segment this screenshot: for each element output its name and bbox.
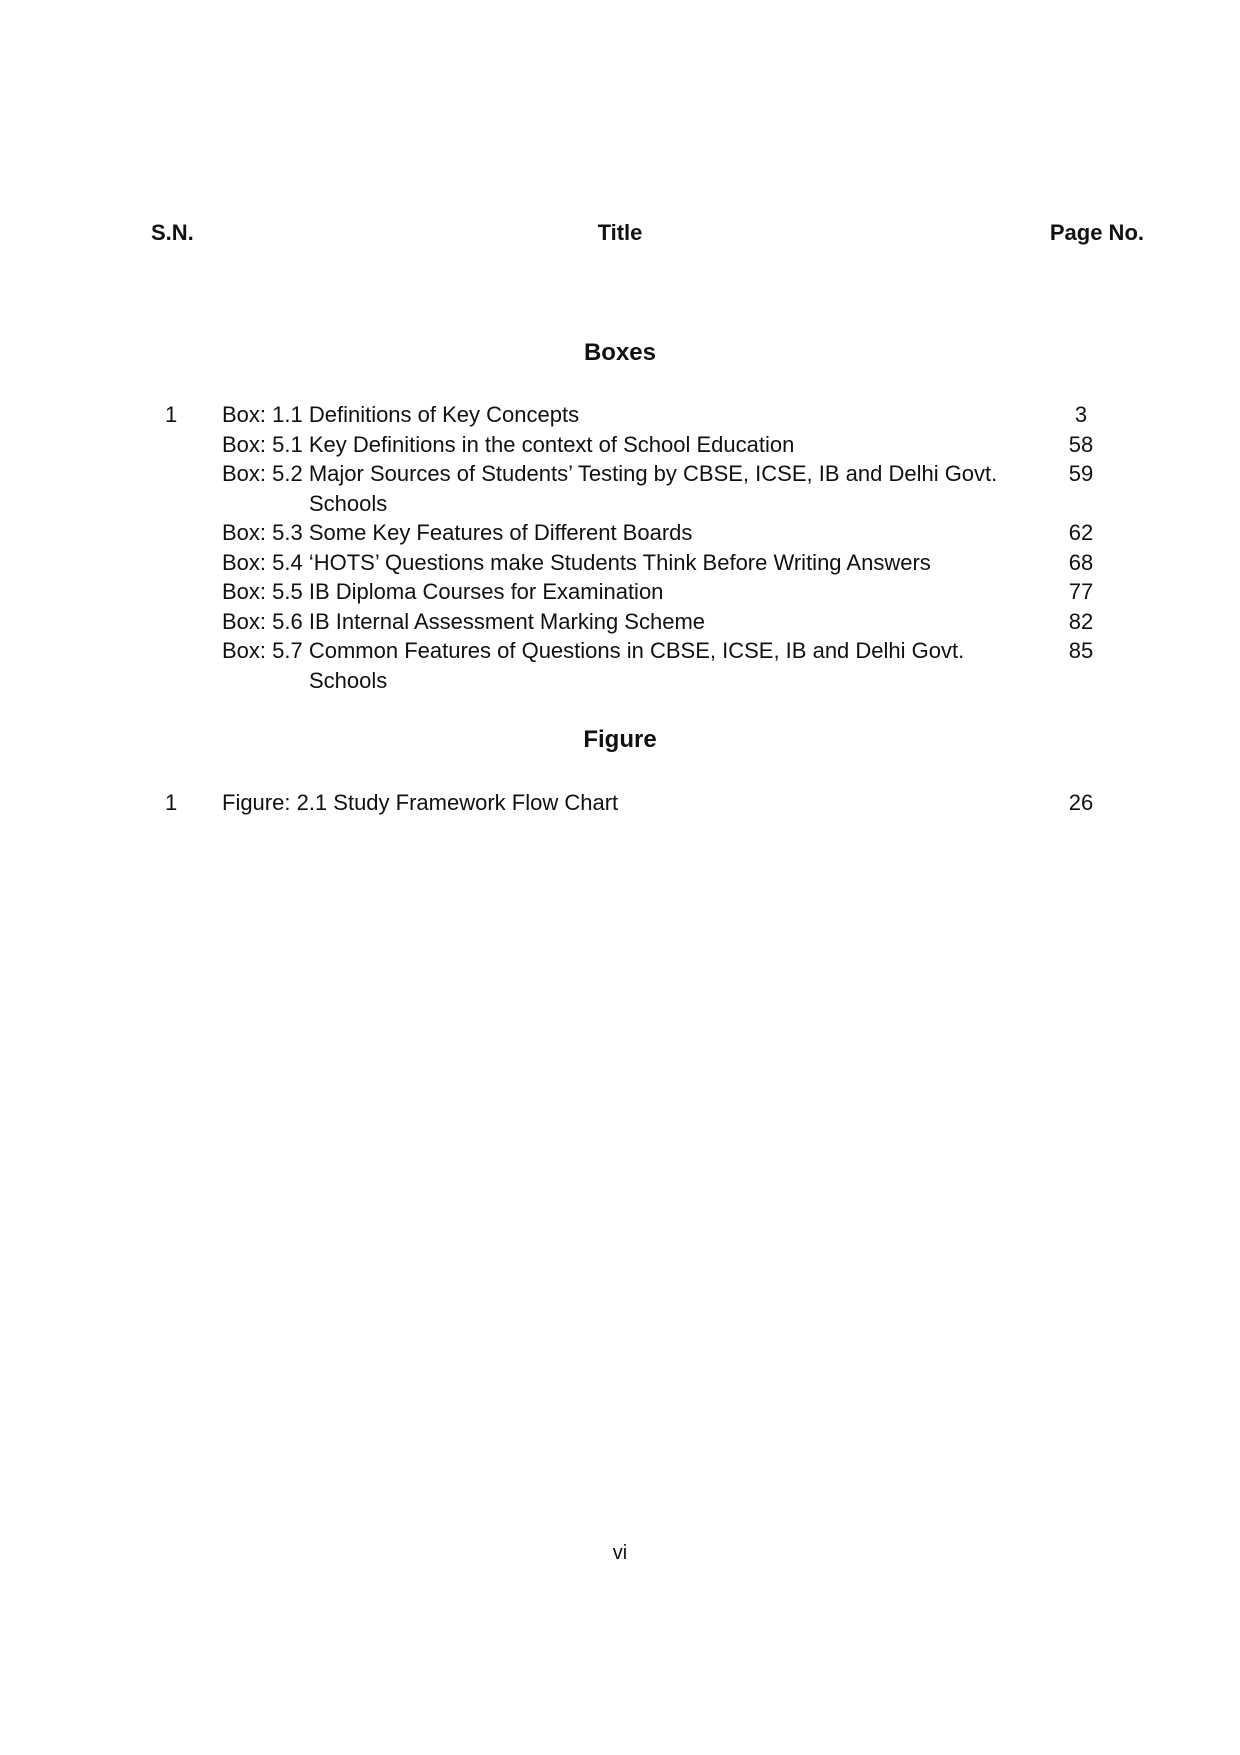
entry-title-line: Box: 5.1 Key Definitions in the context of School Education (222, 431, 795, 457)
entry-title-continuation: Schools (309, 490, 388, 516)
entry-title-line: Box: 5.7 Common Features of Questions in CBSE, ICSE, IB and Delhi Govt. (222, 638, 965, 663)
entry-title-continuation: Schools (309, 667, 388, 693)
entry-title-line: Box: 1.1 Definitions of Key Concepts (222, 402, 580, 427)
entry-sn: 1 (165, 402, 178, 427)
section-heading-figure: Figure (583, 726, 657, 753)
entry-page: 62 (1068, 520, 1094, 545)
entry-page: 77 (1068, 579, 1094, 604)
entry-title (222, 430, 1042, 460)
page-number: vi (612, 1542, 628, 1564)
entry-sn: 1 (165, 790, 178, 815)
entry-title-line: Box: 5.3 Some Key Features of Different Boards (222, 520, 693, 545)
entry-page: 3 (1074, 402, 1088, 427)
entry-page: 85 (1068, 638, 1094, 663)
entry-title-line: Box: 5.4 ‘HOTS’ Questions make Students Think Before Writing Answers (222, 549, 931, 575)
entry-title (222, 400, 1042, 430)
column-header-title: Title (597, 220, 643, 245)
entry-title (222, 636, 1042, 695)
entry-title (222, 548, 1042, 578)
entry-title-line: Box: 5.2 Major Sources of Students’ Testing by CBSE, ICSE, IB and Delhi Govt. (222, 461, 998, 486)
entry-page: 82 (1068, 608, 1094, 634)
entry-title-line: Box: 5.6 IB Internal Assessment Marking Scheme (222, 608, 706, 634)
column-header-page-no: Page No. (1049, 220, 1144, 245)
entry-title-line: Box: 5.5 IB Diploma Courses for Examination (222, 579, 664, 604)
entry-title (222, 788, 1042, 818)
section-heading-boxes: Boxes (583, 339, 657, 366)
entry-title (222, 459, 1042, 518)
entry-title (222, 577, 1042, 607)
column-header-sn: S.N. (151, 220, 194, 245)
entry-page: 59 (1068, 461, 1094, 486)
entry-title (222, 607, 1042, 637)
entry-page: 58 (1068, 431, 1094, 457)
entry-title-line: Figure: 2.1 Study Framework Flow Chart (222, 790, 619, 815)
entry-title (222, 518, 1042, 548)
entry-page: 68 (1068, 549, 1094, 575)
entry-page: 26 (1068, 790, 1094, 815)
